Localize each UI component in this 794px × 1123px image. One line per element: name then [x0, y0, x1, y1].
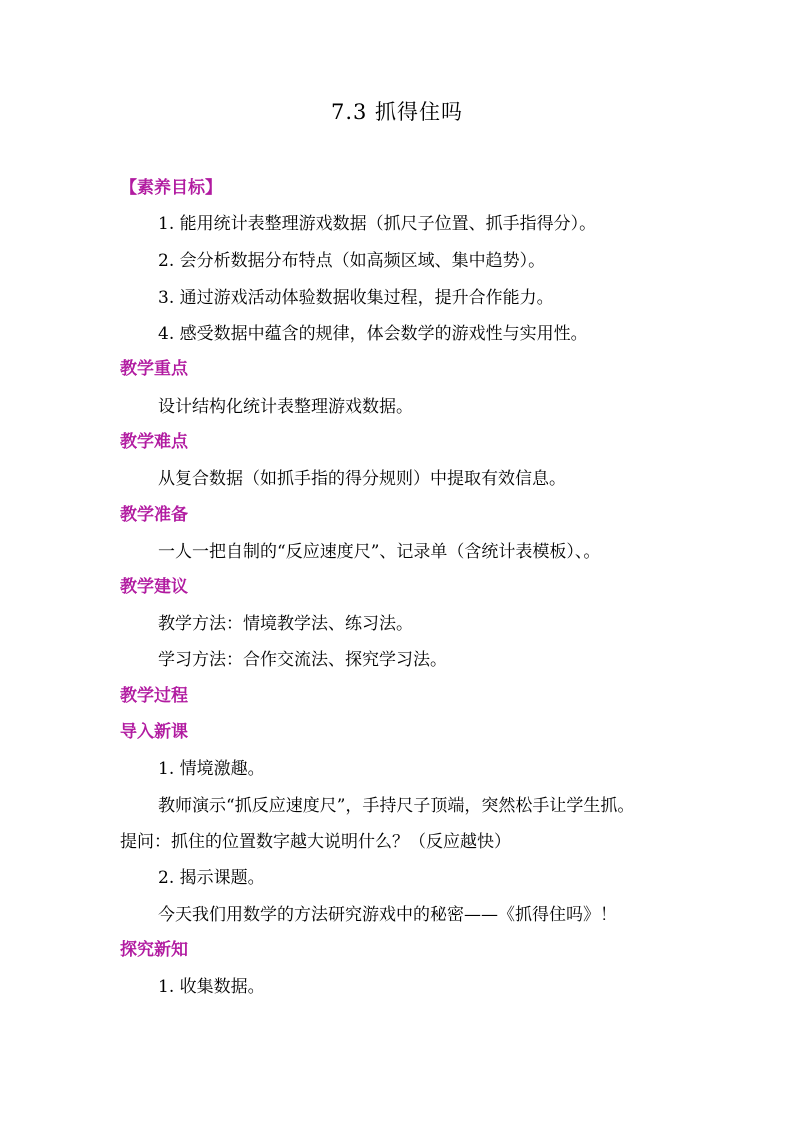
goal-item-1: 1. 能用统计表整理游戏数据（抓尺子位置、抓手指得分）。 [158, 214, 597, 234]
suggestion-heading: 教学建议 [120, 577, 188, 597]
key-point-heading: 教学重点 [120, 359, 188, 379]
goal-item-3: 3. 通过游戏活动体验数据收集过程，提升合作能力。 [158, 288, 554, 308]
intro-heading: 导入新课 [120, 722, 188, 742]
explore-heading: 探究新知 [120, 940, 188, 960]
learning-method-text: 学习方法：合作交流法、探究学习法。 [158, 650, 447, 670]
intro-step-1: 1. 情境激趣。 [158, 759, 265, 779]
difficulty-heading: 教学难点 [120, 432, 188, 452]
intro-paragraph-line-1: 教师演示“抓反应速度尺”，手持尺子顶端，突然松手让学生抓。 [158, 796, 635, 816]
goal-item-4: 4. 感受数据中蕴含的规律，体会数学的游戏性与实用性。 [158, 324, 588, 344]
process-heading: 教学过程 [120, 686, 188, 706]
goal-item-2: 2. 会分析数据分布特点（如高频区域、集中趋势）。 [158, 251, 546, 271]
preparation-text: 一人一把自制的“反应速度尺”、记录单（含统计表模板）、。 [158, 542, 601, 562]
intro-paragraph-line-2: 提问：抓住的位置数字越大说明什么？（反应越快） [120, 832, 511, 852]
teaching-method-text: 教学方法：情境教学法、练习法。 [158, 614, 413, 634]
difficulty-text: 从复合数据（如抓手指的得分规则）中提取有效信息。 [158, 469, 566, 489]
goals-heading: 【素养目标】 [120, 178, 222, 198]
explore-step-1: 1. 收集数据。 [158, 977, 265, 997]
intro-paragraph-2: 今天我们用数学的方法研究游戏中的秘密——《抓得住吗》！ [158, 905, 617, 925]
preparation-heading: 教学准备 [120, 505, 188, 525]
page-title: 7.3 抓得住吗 [330, 100, 464, 124]
intro-step-2: 2. 揭示课题。 [158, 868, 265, 888]
key-point-text: 设计结构化统计表整理游戏数据。 [158, 397, 413, 417]
